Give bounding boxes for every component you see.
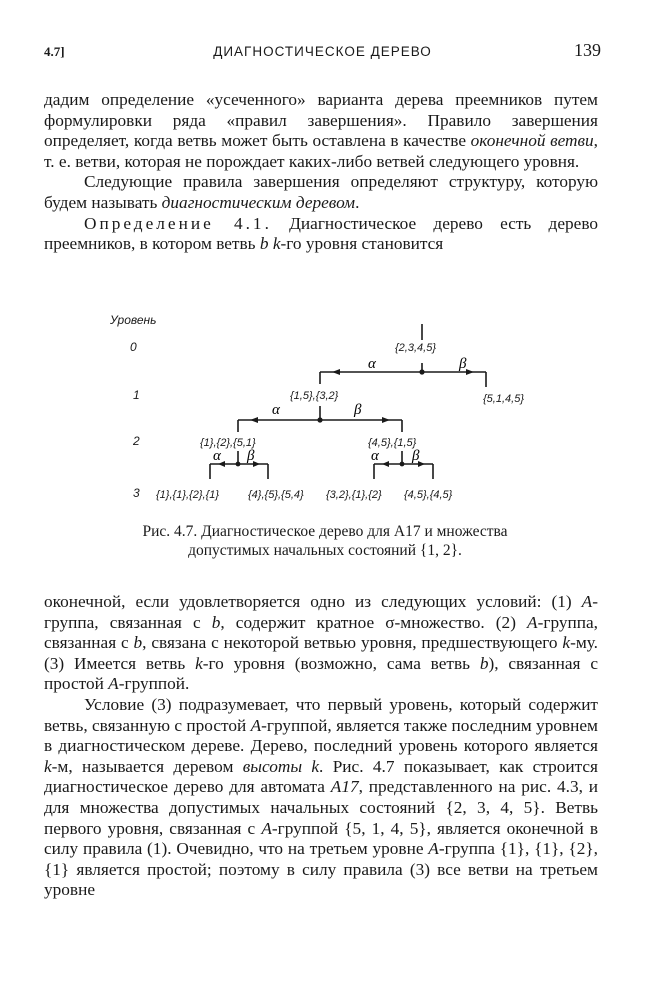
automaton-name: A17 (330, 777, 359, 797)
node-level3-d: {4,5},{4,5} (404, 489, 453, 501)
caption-line-1: Рис. 4.7. Диагностическое дерево для A17 и множества (142, 523, 508, 540)
text-run: . (355, 192, 360, 212)
node-level1-right: {5,1,4,5} (483, 393, 524, 405)
upper-text (44, 90, 598, 255)
node-level0: {2,3,4,5} (395, 342, 436, 354)
node-level3-b: {4},{5},{5,4} (248, 489, 304, 501)
term-terminal-branch: оконечной ветви (470, 131, 594, 151)
level-0-label: 0 (130, 340, 137, 354)
node-level2-left: {1},{2},{5,1} (200, 437, 256, 449)
text-run: , содержит кратное σ-множество. (2) (220, 612, 528, 632)
level-1-label: 1 (133, 388, 140, 402)
lower-text (44, 592, 598, 901)
beta-label: β (412, 448, 420, 464)
level-header: Уровень (110, 313, 157, 327)
text-run: -группой {5, 1, 4, 5}, является оконечной в силу правила (1). Очевидно, что на третьем уровне (44, 818, 598, 859)
text-run: Диагностическое дерево есть дерево преемников, в котором ветвь (44, 213, 598, 254)
arrow-left (382, 461, 389, 467)
level-3-label: 3 (133, 486, 140, 500)
definition-label: Определение 4.1. (84, 213, 272, 233)
text-run: оконечной, если удовлетворяется одно из следующих условий: (1) (44, 592, 582, 611)
text-run: . Рис. 4.7 показывает, как строится диагностическое дерево для автомата (44, 756, 599, 797)
text-run: , связана с некоторой ветвью уровня, предшествующего (142, 633, 563, 653)
text-run: -группой, является также последним уровнем в диагностическом дереве. Дерево, последний уровень которого является (44, 715, 598, 756)
text-run: -группой. (118, 674, 190, 694)
text-run: дадим определение «усеченного» варианта дерева преемников путем формулировки ряда «правил завершения». Правило завершения определяет, когда ветвь может быть оставлена в качестве (44, 90, 598, 151)
var-b: b (211, 612, 221, 632)
node-level3-a: {1},{1},{2},{1} (156, 489, 220, 501)
arrow-left (250, 417, 258, 423)
var-b: b (259, 234, 269, 254)
figure-caption (60, 522, 590, 560)
var-k: k (195, 653, 203, 673)
diagnostic-tree-figure (100, 308, 560, 513)
caption-line-2: допустимых начальных состояний {1, 2}. (188, 542, 462, 559)
tree-diagram (100, 308, 560, 513)
junction-dot (400, 462, 405, 467)
arrow-right (382, 417, 390, 423)
text-run: Следующие правила завершения определяют структуру, которую будем называть (44, 172, 598, 212)
node-level1-left: {1,5},{3,2} (290, 390, 339, 402)
var-a: A (250, 715, 262, 735)
alpha-label: α (371, 448, 379, 464)
text-run: -группа, связанная с (44, 592, 598, 632)
node-level3-c: {3,2},{1},{2} (326, 489, 382, 501)
paragraph-1 (44, 90, 598, 172)
junction-dot (419, 369, 424, 374)
var-a: A (527, 612, 538, 632)
beta-label: β (459, 356, 467, 372)
text-run: Условие (3) подразумевает, что первый уровень, который содержит ветвь, связанную с простой (44, 694, 598, 735)
paragraph-4 (44, 592, 598, 695)
beta-label: β (247, 448, 255, 464)
level-2-label: 2 (133, 434, 140, 448)
alpha-label: α (368, 356, 376, 372)
var-k: k (272, 234, 281, 254)
section-number: 4.7] (44, 44, 65, 59)
text-run: -м, называется деревом (51, 756, 243, 776)
text-run: -го уровня становится (280, 234, 444, 254)
paragraph-5 (44, 695, 598, 901)
node-level2-right: {4,5},{1,5} (368, 437, 417, 449)
alpha-label: α (272, 402, 280, 418)
text-run: -му. (3) Имеется ветвь (44, 633, 598, 673)
term-height-k: высоты k (242, 756, 320, 776)
beta-label: β (354, 402, 362, 418)
text-run: -группа {1}, {1}, {2}, {1} является простой; поэтому в силу правила (3) все ветви на третьем уровне (44, 839, 598, 900)
definition-paragraph (44, 214, 598, 255)
running-title: ДИАГНОСТИЧЕСКОЕ ДЕРЕВО (213, 44, 432, 59)
paragraph-2 (44, 172, 598, 213)
text-run: -го уровня (возможно, сама ветвь (202, 653, 480, 673)
text-run: -группа, связанная с (44, 612, 598, 653)
text-run: , т. е. ветви, которая не порождает каких-либо ветвей следующего уровня. (44, 131, 598, 171)
alpha-label: α (213, 448, 221, 464)
var-b: b (133, 633, 143, 653)
var-k: k (562, 633, 571, 653)
arrow-right (466, 369, 474, 375)
junction-dot (317, 417, 322, 422)
var-k: k (44, 756, 52, 776)
var-b: b (479, 653, 489, 673)
term-diagnostic-tree: диагностическим деревом (161, 192, 356, 212)
var-a: A (581, 592, 593, 611)
text-run: , представленного на рис. 4.3, и для множества допустимых начальных состояний {2, 3, 4, 5}. Ветвь первого уровня, связанная с (44, 777, 598, 838)
junction-dot (236, 462, 241, 467)
page-number: 139 (574, 40, 601, 60)
running-header (44, 40, 601, 66)
arrow-left (332, 369, 340, 375)
var-a: A (261, 818, 272, 838)
var-a: A (108, 674, 119, 694)
text-run: ), связанная с простой (44, 653, 598, 694)
var-a: A (428, 839, 439, 859)
